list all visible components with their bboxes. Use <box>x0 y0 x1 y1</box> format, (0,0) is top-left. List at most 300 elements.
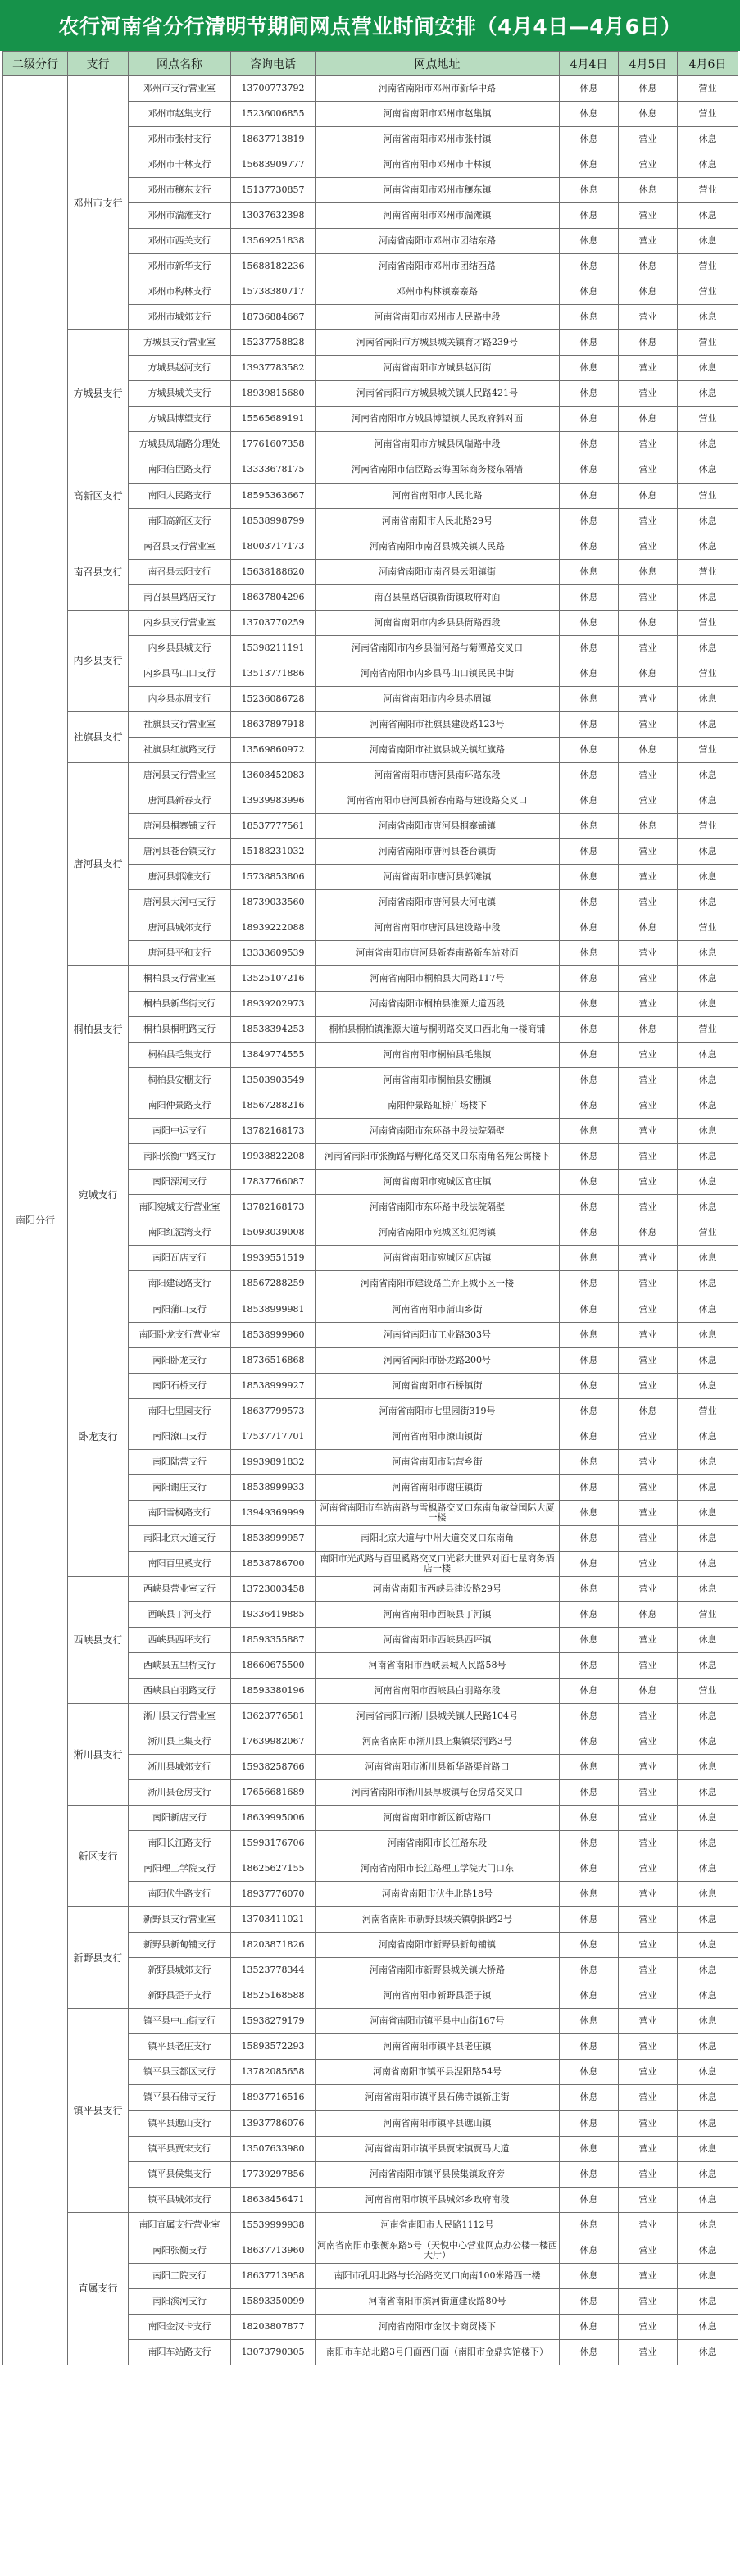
apr4-cell: 休息 <box>560 1958 619 1983</box>
outlet-name-cell: 南阳直属支行营业室 <box>129 2212 231 2238</box>
outlet-name-cell: 桐柏县支行营业室 <box>129 966 231 992</box>
address-cell: 河南省南阳市唐河县南环路东段 <box>316 762 560 788</box>
apr5-cell: 营业 <box>619 1627 678 1652</box>
outlet-name-cell: 南阳张衡中路支行 <box>129 1144 231 1170</box>
outlet-name-cell: 唐河县平和支行 <box>129 941 231 966</box>
apr4-cell: 休息 <box>560 1170 619 1195</box>
apr4-cell: 休息 <box>560 407 619 432</box>
table-row <box>3 1093 738 1119</box>
apr4-cell: 休息 <box>560 2187 619 2212</box>
branch-cell: 南阳分行 <box>3 76 68 2365</box>
apr4-cell: 休息 <box>560 838 619 864</box>
outlet-name-cell: 邓州市湍滩支行 <box>129 203 231 229</box>
outlet-name-cell: 邓州市十林支行 <box>129 152 231 178</box>
apr6-cell: 休息 <box>678 1474 738 1500</box>
apr4-cell: 休息 <box>560 534 619 559</box>
apr6-cell: 营业 <box>678 279 738 305</box>
outlet-name-cell: 南阳北京大道支行 <box>129 1525 231 1551</box>
apr4-cell: 休息 <box>560 127 619 152</box>
apr6-cell: 休息 <box>678 229 738 254</box>
apr4-cell: 休息 <box>560 1043 619 1068</box>
outlet-name-cell: 唐河县大河屯支行 <box>129 890 231 915</box>
outlet-name-cell: 方城县赵河支行 <box>129 356 231 381</box>
apr6-cell: 休息 <box>678 1246 738 1271</box>
table-row <box>3 610 738 635</box>
apr4-cell: 休息 <box>560 1220 619 1246</box>
address-cell: 南阳市光武路与百里奚路交叉口光彩大世界对面七星商务酒店一楼 <box>316 1551 560 1576</box>
address-cell: 河南省南阳市谢庄镇街 <box>316 1474 560 1500</box>
outlet-name-cell: 内乡县赤眉支行 <box>129 686 231 711</box>
outlet-name-cell: 邓州市赵集支行 <box>129 102 231 127</box>
apr4-cell: 休息 <box>560 330 619 356</box>
outlet-name-cell: 方城县博望支行 <box>129 407 231 432</box>
address-cell: 河南省南阳市信臣路云海国际商务楼东隔墙 <box>316 457 560 483</box>
apr6-cell: 休息 <box>678 1093 738 1119</box>
apr5-cell: 营业 <box>619 941 678 966</box>
apr4-cell: 休息 <box>560 2288 619 2314</box>
outlet-name-cell: 镇平县侯集支行 <box>129 2161 231 2187</box>
apr5-cell: 营业 <box>619 1474 678 1500</box>
phone-cell: 18939222088 <box>231 915 316 941</box>
apr5-cell: 营业 <box>619 1246 678 1271</box>
apr4-cell: 休息 <box>560 1780 619 1806</box>
address-cell: 河南省南阳市宛城区官庄镇 <box>316 1170 560 1195</box>
sub-branch-cell: 直属支行 <box>68 2212 129 2365</box>
phone-cell: 19336419885 <box>231 1601 316 1627</box>
phone-cell: 18538394253 <box>231 1017 316 1043</box>
outlet-name-cell: 内乡县支行营业室 <box>129 610 231 635</box>
address-cell: 河南省南阳市金汉卡商贸楼下 <box>316 2314 560 2339</box>
outlet-name-cell: 南阳张衡支行 <box>129 2238 231 2263</box>
sub-branch-cell: 方城县支行 <box>68 330 129 457</box>
apr5-cell: 营业 <box>619 788 678 813</box>
address-cell: 河南省南阳市内乡县赤眉镇 <box>316 686 560 711</box>
outlet-name-cell: 方城县凤瑞路分理处 <box>129 432 231 457</box>
apr6-cell: 休息 <box>678 1297 738 1322</box>
apr4-cell: 休息 <box>560 966 619 992</box>
apr6-cell: 休息 <box>678 2136 738 2161</box>
apr5-cell: 休息 <box>619 1678 678 1703</box>
apr6-cell: 休息 <box>678 1780 738 1806</box>
phone-cell: 19939551519 <box>231 1246 316 1271</box>
apr5-cell: 休息 <box>619 407 678 432</box>
apr5-cell: 营业 <box>619 2161 678 2187</box>
address-cell: 河南省南阳市新野县新甸铺镇 <box>316 1933 560 1958</box>
outlet-name-cell: 唐河县桐寨铺支行 <box>129 813 231 838</box>
outlet-name-cell: 桐柏县安棚支行 <box>129 1068 231 1093</box>
outlet-name-cell: 南阳理工学院支行 <box>129 1856 231 1882</box>
apr6-cell: 休息 <box>678 381 738 407</box>
apr5-cell: 营业 <box>619 1983 678 2009</box>
apr4-cell: 休息 <box>560 305 619 330</box>
apr6-cell: 休息 <box>678 1882 738 1907</box>
apr6-cell: 休息 <box>678 762 738 788</box>
apr4-cell: 休息 <box>560 1806 619 1831</box>
phone-cell: 18538999933 <box>231 1474 316 1500</box>
apr5-cell: 营业 <box>619 1347 678 1373</box>
phone-cell: 18939815680 <box>231 381 316 407</box>
address-cell: 河南省南阳市南召县云阳镇街 <box>316 559 560 584</box>
phone-cell: 13849774555 <box>231 1043 316 1068</box>
apr6-cell: 休息 <box>678 2085 738 2110</box>
phone-cell: 13073790305 <box>231 2339 316 2365</box>
apr6-cell: 休息 <box>678 1271 738 1297</box>
apr5-cell: 休息 <box>619 254 678 279</box>
header-sub-branch: 支行 <box>68 52 129 76</box>
address-cell: 河南省南阳市方城县赵河街 <box>316 356 560 381</box>
phone-cell: 18538786700 <box>231 1551 316 1576</box>
header-apr6: 4月6日 <box>678 52 738 76</box>
phone-cell: 17739297856 <box>231 2161 316 2187</box>
apr5-cell: 营业 <box>619 890 678 915</box>
outlet-name-cell: 淅川县支行营业室 <box>129 1704 231 1729</box>
apr5-cell: 营业 <box>619 1576 678 1601</box>
outlet-name-cell: 淅川县仓房支行 <box>129 1780 231 1806</box>
apr6-cell: 休息 <box>678 305 738 330</box>
outlet-name-cell: 唐河县郭滩支行 <box>129 864 231 889</box>
phone-cell: 18637804296 <box>231 584 316 610</box>
table-row <box>3 1704 738 1729</box>
address-cell: 河南省南阳市人民路1112号 <box>316 2212 560 2238</box>
address-cell: 河南省南阳市镇平县老庄镇 <box>316 2034 560 2060</box>
apr5-cell: 营业 <box>619 1449 678 1474</box>
phone-cell: 13623776581 <box>231 1704 316 1729</box>
phone-cell: 18538998799 <box>231 508 316 534</box>
phone-cell: 18203871826 <box>231 1933 316 1958</box>
apr5-cell: 休息 <box>619 76 678 102</box>
address-cell: 河南省南阳市邓州市人民路中段 <box>316 305 560 330</box>
outlet-name-cell: 内乡县马山口支行 <box>129 661 231 686</box>
apr4-cell: 休息 <box>560 508 619 534</box>
sub-branch-cell: 镇平县支行 <box>68 2009 129 2212</box>
address-cell: 河南省南阳市唐河县建设路中段 <box>316 915 560 941</box>
phone-cell: 13523778344 <box>231 1958 316 1983</box>
address-cell: 河南省南阳市邓州市张村镇 <box>316 127 560 152</box>
apr4-cell: 休息 <box>560 1652 619 1678</box>
table-row <box>3 457 738 483</box>
apr4-cell: 休息 <box>560 1678 619 1703</box>
outlet-name-cell: 唐河县苍台镇支行 <box>129 838 231 864</box>
outlet-name-cell: 南阳石桥支行 <box>129 1373 231 1398</box>
apr6-cell: 休息 <box>678 203 738 229</box>
apr4-cell: 休息 <box>560 2060 619 2085</box>
apr4-cell: 休息 <box>560 356 619 381</box>
address-cell: 河南省南阳市桐柏县大同路117号 <box>316 966 560 992</box>
outlet-name-cell: 新野县城郊支行 <box>129 1958 231 1983</box>
apr4-cell: 休息 <box>560 2136 619 2161</box>
apr6-cell: 营业 <box>678 1017 738 1043</box>
sub-branch-cell: 南召县支行 <box>68 534 129 610</box>
address-cell: 河南省南阳市南召县城关镇人民路 <box>316 534 560 559</box>
outlet-name-cell: 镇平县遮山支行 <box>129 2110 231 2136</box>
apr5-cell: 营业 <box>619 2034 678 2060</box>
apr4-cell: 休息 <box>560 1907 619 1933</box>
address-cell: 河南省南阳市内乡县马山口镇民民中街 <box>316 661 560 686</box>
apr6-cell: 休息 <box>678 2161 738 2187</box>
apr4-cell: 休息 <box>560 1068 619 1093</box>
phone-cell: 18939202973 <box>231 992 316 1017</box>
phone-cell: 15893350099 <box>231 2288 316 2314</box>
apr5-cell: 营业 <box>619 381 678 407</box>
outlet-name-cell: 邓州市穰东支行 <box>129 178 231 203</box>
address-cell: 河南省南阳市镇平县贾宋镇贾马大道 <box>316 2136 560 2161</box>
apr6-cell: 休息 <box>678 1525 738 1551</box>
apr5-cell: 休息 <box>619 102 678 127</box>
apr6-cell: 休息 <box>678 788 738 813</box>
apr4-cell: 休息 <box>560 1195 619 1220</box>
apr4-cell: 休息 <box>560 737 619 762</box>
apr5-cell: 营业 <box>619 1144 678 1170</box>
address-cell: 河南省南阳市西峡县白羽路东段 <box>316 1678 560 1703</box>
outlet-name-cell: 镇平县城郊支行 <box>129 2187 231 2212</box>
address-cell: 河南省南阳市桐柏县安棚镇 <box>316 1068 560 1093</box>
apr4-cell: 休息 <box>560 1500 619 1525</box>
phone-cell: 18595363667 <box>231 483 316 508</box>
apr6-cell: 休息 <box>678 941 738 966</box>
table-row <box>3 1806 738 1831</box>
phone-cell: 18538999927 <box>231 1373 316 1398</box>
apr4-cell: 休息 <box>560 1755 619 1780</box>
apr6-cell: 休息 <box>678 1424 738 1449</box>
table-row <box>3 1907 738 1933</box>
phone-cell: 13782168173 <box>231 1119 316 1144</box>
outlet-name-cell: 邓州市城郊支行 <box>129 305 231 330</box>
outlet-name-cell: 南召县支行营业室 <box>129 534 231 559</box>
apr6-cell: 休息 <box>678 1933 738 1958</box>
apr6-cell: 休息 <box>678 1500 738 1525</box>
apr5-cell: 营业 <box>619 1297 678 1322</box>
address-cell: 河南省南阳市张衡东路5号（天悦中心营业网点办公楼一楼西大厅） <box>316 2238 560 2263</box>
outlet-name-cell: 南阳新店支行 <box>129 1806 231 1831</box>
apr4-cell: 休息 <box>560 1144 619 1170</box>
apr6-cell: 休息 <box>678 584 738 610</box>
apr6-cell: 休息 <box>678 1551 738 1576</box>
phone-cell: 18937776070 <box>231 1882 316 1907</box>
outlet-name-cell: 南阳高新区支行 <box>129 508 231 534</box>
phone-cell: 13507633980 <box>231 2136 316 2161</box>
outlet-name-cell: 邓州市新华支行 <box>129 254 231 279</box>
apr4-cell: 休息 <box>560 915 619 941</box>
phone-cell: 13937783582 <box>231 356 316 381</box>
address-cell: 河南省南阳市内乡县湍河路与菊潭路交叉口 <box>316 635 560 661</box>
apr6-cell: 休息 <box>678 1704 738 1729</box>
outlet-name-cell: 南阳中运支行 <box>129 1119 231 1144</box>
apr6-cell: 休息 <box>678 1347 738 1373</box>
outlet-name-cell: 邓州市构林支行 <box>129 279 231 305</box>
apr6-cell: 休息 <box>678 1983 738 2009</box>
apr4-cell: 休息 <box>560 1424 619 1449</box>
apr4-cell: 休息 <box>560 1373 619 1398</box>
apr5-cell: 营业 <box>619 2238 678 2263</box>
outlet-name-cell: 南阳宛城支行营业室 <box>129 1195 231 1220</box>
apr5-cell: 营业 <box>619 508 678 534</box>
apr6-cell: 休息 <box>678 1755 738 1780</box>
outlet-name-cell: 西峡县西坪支行 <box>129 1627 231 1652</box>
address-cell: 河南省南阳市淅川县新华路渠首路口 <box>316 1755 560 1780</box>
apr4-cell: 休息 <box>560 2212 619 2238</box>
phone-cell: 18567288216 <box>231 1093 316 1119</box>
outlet-name-cell: 新野县支行营业室 <box>129 1907 231 1933</box>
apr6-cell: 营业 <box>678 1220 738 1246</box>
address-cell: 河南省南阳市唐河县新春南路新车站对面 <box>316 941 560 966</box>
apr4-cell: 休息 <box>560 661 619 686</box>
outlet-name-cell: 南阳溧河支行 <box>129 1170 231 1195</box>
apr5-cell: 营业 <box>619 1551 678 1576</box>
address-cell: 河南省南阳市淅川县上集镇渠河路3号 <box>316 1729 560 1755</box>
phone-cell: 18003717173 <box>231 534 316 559</box>
outlet-name-cell: 唐河县支行营业室 <box>129 762 231 788</box>
phone-cell: 13333678175 <box>231 457 316 483</box>
phone-cell: 13037632398 <box>231 203 316 229</box>
address-cell: 河南省南阳市宛城区红泥湾镇 <box>316 1220 560 1246</box>
apr6-cell: 休息 <box>678 508 738 534</box>
apr6-cell: 营业 <box>678 254 738 279</box>
address-cell: 河南省南阳市滨河街道建设路80号 <box>316 2288 560 2314</box>
address-cell: 南阳仲景路虹桥广场楼下 <box>316 1093 560 1119</box>
address-cell: 河南省南阳市西峡县建设路29号 <box>316 1576 560 1601</box>
address-cell: 河南省南阳市西峡县西坪镇 <box>316 1627 560 1652</box>
apr6-cell: 营业 <box>678 559 738 584</box>
apr5-cell: 营业 <box>619 1780 678 1806</box>
address-cell: 河南省南阳市西峡县丁河镇 <box>316 1601 560 1627</box>
apr5-cell: 营业 <box>619 584 678 610</box>
address-cell: 河南省南阳市潦山镇街 <box>316 1424 560 1449</box>
address-cell: 河南省南阳市唐河县苍台镇街 <box>316 838 560 864</box>
apr6-cell: 营业 <box>678 102 738 127</box>
address-cell: 河南省南阳市社旗县城关镇红旗路 <box>316 737 560 762</box>
apr6-cell: 休息 <box>678 1373 738 1398</box>
apr6-cell: 休息 <box>678 635 738 661</box>
table-body <box>3 76 738 2365</box>
address-cell: 南阳市车站北路3号门面西门面（南阳市金鼎宾馆楼下） <box>316 2339 560 2365</box>
address-cell: 河南省南阳市邓州市赵集镇 <box>316 102 560 127</box>
apr4-cell: 休息 <box>560 890 619 915</box>
apr4-cell: 休息 <box>560 1119 619 1144</box>
header-apr4: 4月4日 <box>560 52 619 76</box>
outlet-name-cell: 西峡县丁河支行 <box>129 1601 231 1627</box>
address-cell: 河南省南阳市桐柏县毛集镇 <box>316 1043 560 1068</box>
phone-cell: 18637713958 <box>231 2263 316 2288</box>
apr6-cell: 休息 <box>678 127 738 152</box>
apr6-cell: 营业 <box>678 610 738 635</box>
outlet-name-cell: 邓州市张村支行 <box>129 127 231 152</box>
table-row <box>3 711 738 737</box>
address-cell: 河南省南阳市张衡路与孵化路交叉口东南角名苑公寓楼下 <box>316 1144 560 1170</box>
outlet-name-cell: 西峡县营业室支行 <box>129 1576 231 1601</box>
outlet-name-cell: 南阳卧龙支行 <box>129 1347 231 1373</box>
apr4-cell: 休息 <box>560 178 619 203</box>
apr6-cell: 休息 <box>678 1576 738 1601</box>
apr4-cell: 休息 <box>560 381 619 407</box>
apr4-cell: 休息 <box>560 254 619 279</box>
phone-cell: 15236006855 <box>231 102 316 127</box>
apr5-cell: 营业 <box>619 2288 678 2314</box>
phone-cell: 15683909777 <box>231 152 316 178</box>
outlet-name-cell: 南阳长江路支行 <box>129 1831 231 1856</box>
apr6-cell: 休息 <box>678 534 738 559</box>
apr5-cell: 营业 <box>619 1093 678 1119</box>
phone-cell: 18639995006 <box>231 1806 316 1831</box>
address-cell: 河南省南阳市镇平县中山街167号 <box>316 2009 560 2034</box>
apr4-cell: 休息 <box>560 102 619 127</box>
apr5-cell: 营业 <box>619 432 678 457</box>
phone-cell: 18637897918 <box>231 711 316 737</box>
phone-cell: 13782085658 <box>231 2060 316 2085</box>
address-cell: 河南省南阳市邓州市十林镇 <box>316 152 560 178</box>
apr5-cell: 休息 <box>619 915 678 941</box>
apr5-cell: 营业 <box>619 2339 678 2365</box>
outlet-name-cell: 新野县歪子支行 <box>129 1983 231 2009</box>
apr5-cell: 休息 <box>619 1017 678 1043</box>
phone-cell: 18637713960 <box>231 2238 316 2263</box>
apr4-cell: 休息 <box>560 813 619 838</box>
apr4-cell: 休息 <box>560 1576 619 1601</box>
apr4-cell: 休息 <box>560 1246 619 1271</box>
phone-cell: 18203807877 <box>231 2314 316 2339</box>
apr5-cell: 休息 <box>619 559 678 584</box>
apr5-cell: 营业 <box>619 229 678 254</box>
apr5-cell: 休息 <box>619 330 678 356</box>
apr5-cell: 营业 <box>619 534 678 559</box>
apr6-cell: 休息 <box>678 1958 738 1983</box>
phone-cell: 15993176706 <box>231 1831 316 1856</box>
address-cell: 河南省南阳市邓州市湍滩镇 <box>316 203 560 229</box>
phone-cell: 13569251838 <box>231 229 316 254</box>
apr6-cell: 营业 <box>678 1678 738 1703</box>
phone-cell: 18937716516 <box>231 2085 316 2110</box>
phone-cell: 18525168588 <box>231 1983 316 2009</box>
apr5-cell: 营业 <box>619 1195 678 1220</box>
outlet-name-cell: 桐柏县毛集支行 <box>129 1043 231 1068</box>
table-row <box>3 2009 738 2034</box>
apr5-cell: 营业 <box>619 1271 678 1297</box>
apr6-cell: 休息 <box>678 686 738 711</box>
apr4-cell: 休息 <box>560 1347 619 1373</box>
table-row <box>3 1297 738 1322</box>
phone-cell: 15738380717 <box>231 279 316 305</box>
phone-cell: 17837766087 <box>231 1170 316 1195</box>
apr4-cell: 休息 <box>560 1093 619 1119</box>
address-cell: 河南省南阳市邓州市团结西路 <box>316 254 560 279</box>
apr5-cell: 营业 <box>619 2263 678 2288</box>
apr5-cell: 休息 <box>619 483 678 508</box>
apr4-cell: 休息 <box>560 1322 619 1347</box>
apr6-cell: 营业 <box>678 661 738 686</box>
apr6-cell: 休息 <box>678 1144 738 1170</box>
table-row <box>3 1576 738 1601</box>
outlet-name-cell: 镇平县贾宋支行 <box>129 2136 231 2161</box>
address-cell: 河南省南阳市伏牛北路18号 <box>316 1882 560 1907</box>
apr5-cell: 休息 <box>619 1601 678 1627</box>
address-cell: 河南省南阳市镇平县侯集镇政府旁 <box>316 2161 560 2187</box>
phone-cell: 13949369999 <box>231 1500 316 1525</box>
table-row <box>3 534 738 559</box>
apr6-cell: 休息 <box>678 1322 738 1347</box>
header-address: 网点地址 <box>316 52 560 76</box>
outlet-name-cell: 南阳谢庄支行 <box>129 1474 231 1500</box>
phone-cell: 18736884667 <box>231 305 316 330</box>
apr6-cell: 休息 <box>678 2314 738 2339</box>
apr6-cell: 休息 <box>678 2212 738 2238</box>
apr6-cell: 休息 <box>678 2263 738 2288</box>
outlet-name-cell: 唐河县城郊支行 <box>129 915 231 941</box>
address-cell: 河南省南阳市邓州市团结东路 <box>316 229 560 254</box>
apr4-cell: 休息 <box>560 1704 619 1729</box>
apr4-cell: 休息 <box>560 1449 619 1474</box>
apr5-cell: 营业 <box>619 127 678 152</box>
address-cell: 河南省南阳市唐河县桐寨铺镇 <box>316 813 560 838</box>
outlet-name-cell: 南阳滨河支行 <box>129 2288 231 2314</box>
